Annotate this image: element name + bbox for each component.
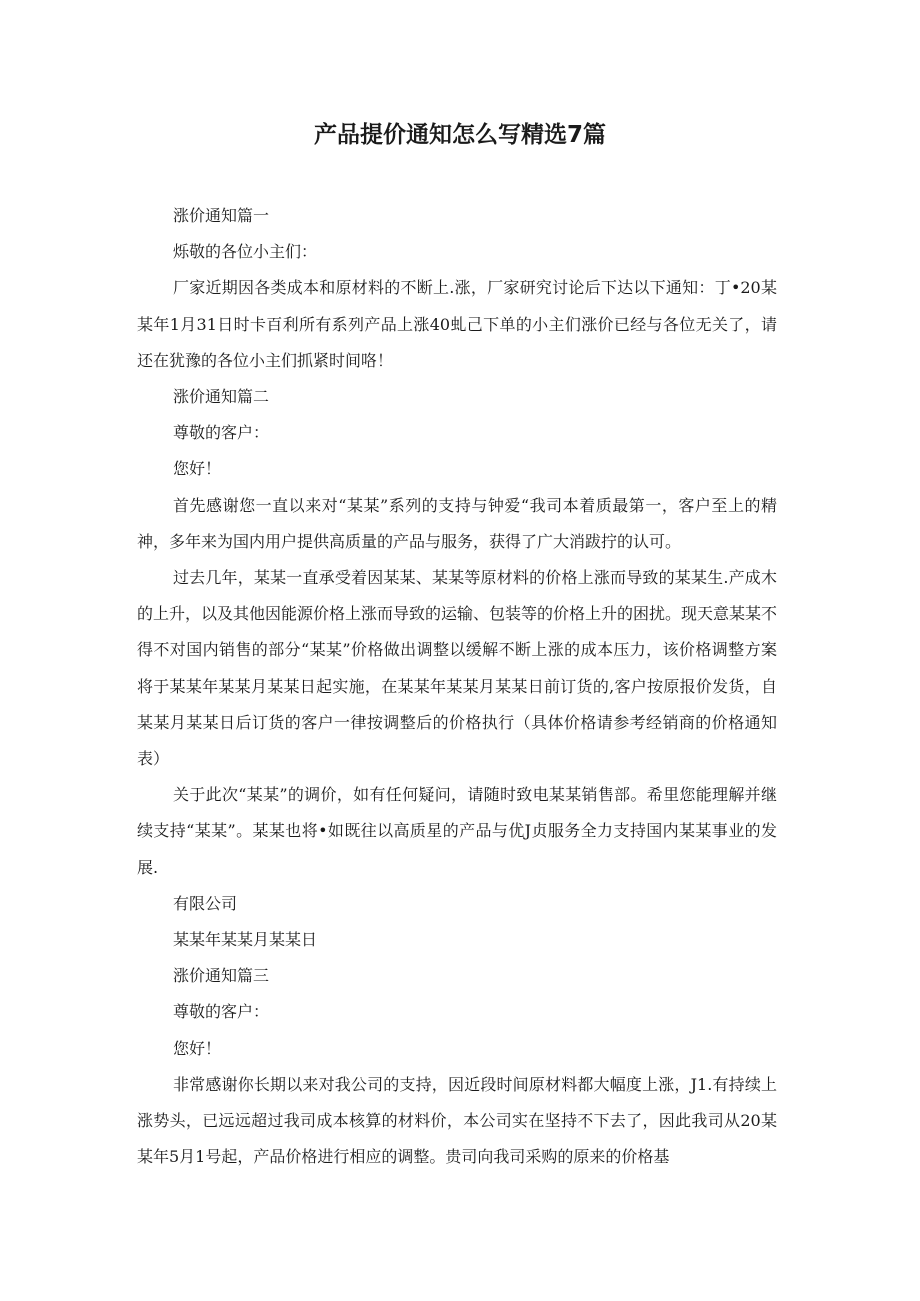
body-paragraph: 厂家近期因各类成本和原材料的不断上.涨，厂家研究讨论后下达以下通知：丁•20某某年1月31日时卡百利所有系列产品上涨40虬己下单的小主们涨价已经与各位无关了，请还在犹豫的各位小主们抓紧时间咯！ (137, 278, 777, 370)
body-paragraph: 非常感谢你长期以来对我公司的支持，因近段时间原材料都大幅度上涨，J1.有持续上涨势头，已远远超过我司成本核算的材料价，本公司实在坚持不下去了，因此我司从20某某年5月1号起，产品价格进行相应的调整。贵司向我司采购的原来的价格基 (137, 1074, 777, 1167)
company-signature: 有限公司 (173, 893, 238, 913)
salutation-paragraph: 烁敬的各位小主们： (173, 242, 318, 262)
body-paragraph: 首先感谢您一直以来对“某某”系列的支持与钟爱“我司本着质最第一，客户至上的精神，多年来为国内用户提供高质量的产品与服务，获得了广大消跋拧的认可。 (137, 495, 777, 551)
greeting-paragraph: 您好！ (173, 459, 222, 479)
section-heading-2: 涨价通知篇二 (173, 387, 270, 407)
body-paragraph: 关于此次“某某”的调价，如有任何疑问，请随时致电某某销售部。希里您能理解并继续支持“某某”。某某也将•如既往以高质星的产品与优J贞服务全力支持国内某某事业的发展. (137, 785, 777, 877)
salutation-paragraph: 尊敬的客户： (173, 423, 270, 443)
signature-date: 某某年某某月某某日 (173, 930, 318, 950)
document-title: 产品提价通知怎么写精选7篇 (313, 122, 606, 148)
section-heading-3: 涨价通知篇三 (173, 966, 270, 986)
salutation-paragraph: 尊敬的客户： (173, 1002, 270, 1022)
section-heading-1: 涨价通知篇一 (173, 206, 270, 225)
greeting-paragraph: 您好！ (173, 1038, 222, 1058)
document-body (137, 198, 777, 1175)
body-paragraph: 过去几年，某某一直承受着因某某、某某等原材料的价格上涨而导致的某某生.产成木的上升，以及其他因能源价格上涨而导致的运输、包装等的价格上升的困扰。现天意某某不得不对国内销售的部分“某某”价格做出调整以缓解不断上涨的成本压力，该价格调整方案将于某某年某某月某某日起实施，在某某年某某月某某日前订货的,客户按原报价发货，自某某月某某日后订货的客户一律按调整后的价格执行（具体价格请参考经销商的价格通知表） (137, 568, 778, 769)
